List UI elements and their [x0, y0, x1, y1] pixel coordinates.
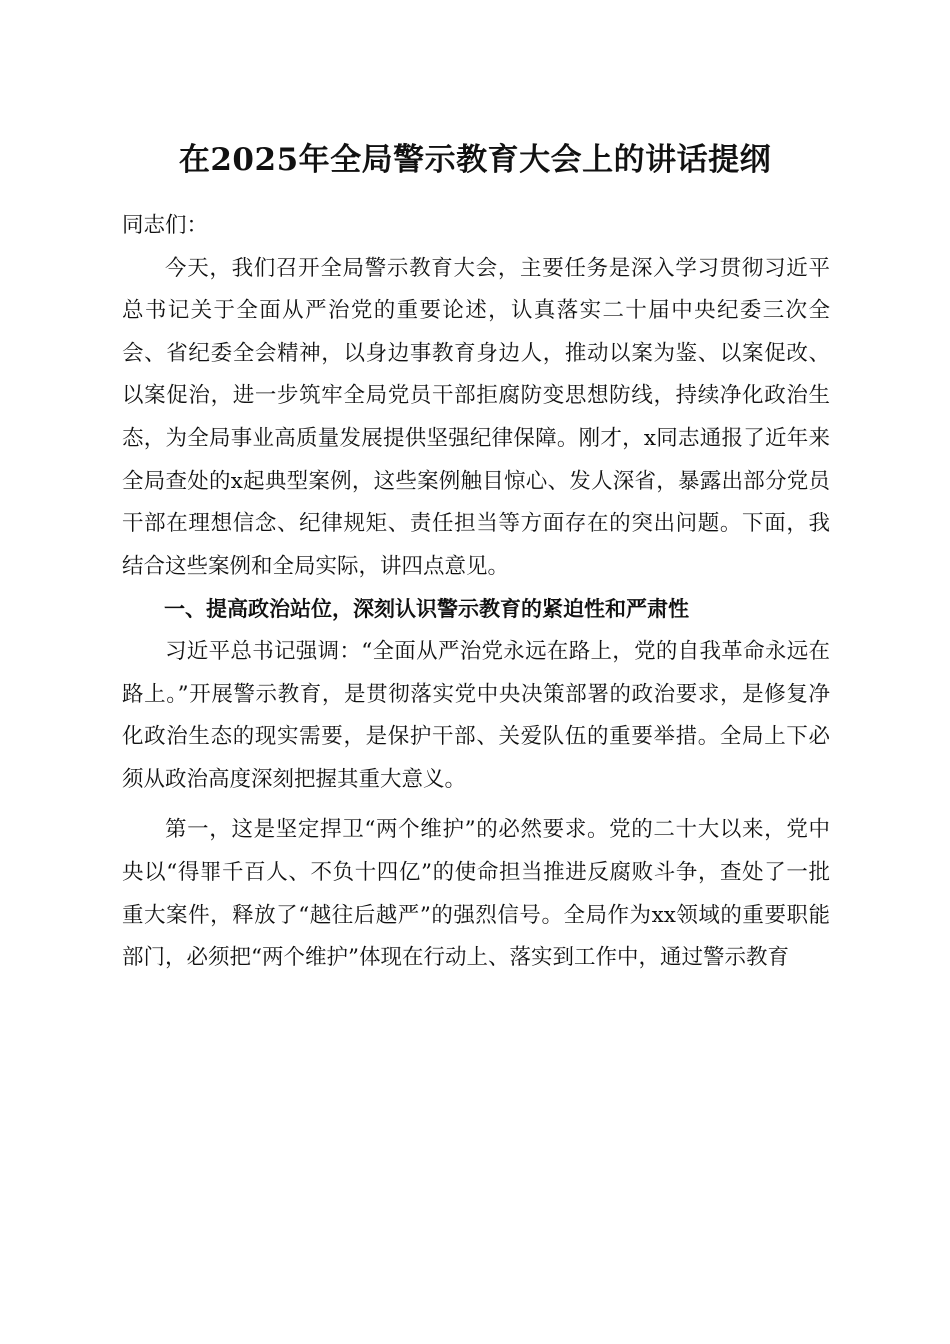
document-body [122, 205, 830, 980]
document-title: 在2025年全局警示教育大会上的讲话提纲 [178, 142, 772, 178]
section-1-paragraph-1: 习近平总书记强调：“全面从严治党永远在路上，党的自我革命永远在路上。”开展警示教育，是贯彻落实党中央决策部署的政治要求，是修复净化政治生态的现实需要，是保护干部、关爱队伍的重要举措。全局上下必须从政治高度深刻把握其重大意义。 [122, 638, 830, 792]
section-1-paragraph-2: 第一，这是坚定捍卫“两个维护”的必然要求。党的二十大以来，党中央以“得罪千百人、不负十四亿”的使命担当推进反腐败斗争，查处了一批重大案件，释放了“越往后越严”的强烈信号。全局作为xx领域的重要职能部门，必须把“两个维护”体现在行动上、落实到工作中，通过警示教育 [122, 817, 830, 971]
opening-paragraph: 今天，我们召开全局警示教育大会，主要任务是深入学习贯彻习近平总书记关于全面从严治党的重要论述，认真落实二十届中央纪委三次全会、省纪委全会精神，以身边事教育身边人，推动以案为鉴、以案促改、以案促治，进一步筑牢全局党员干部拒腐防变思想防线，持续净化政治生态，为全局事业高质量发展提供坚强纪律保障。刚才，x同志通报了近年来全局查处的x起典型案例，这些案例触目惊心、发人深省，暴露出部分党员干部在理想信念、纪律规矩、责任担当等方面存在的突出问题。下面，我结合这些案例和全局实际，讲四点意见。 [122, 255, 830, 579]
section-heading-1: 一、提高政治站位，深刻认识警示教育的紧迫性和严肃性 [164, 597, 689, 622]
salutation: 同志们： [122, 213, 209, 238]
